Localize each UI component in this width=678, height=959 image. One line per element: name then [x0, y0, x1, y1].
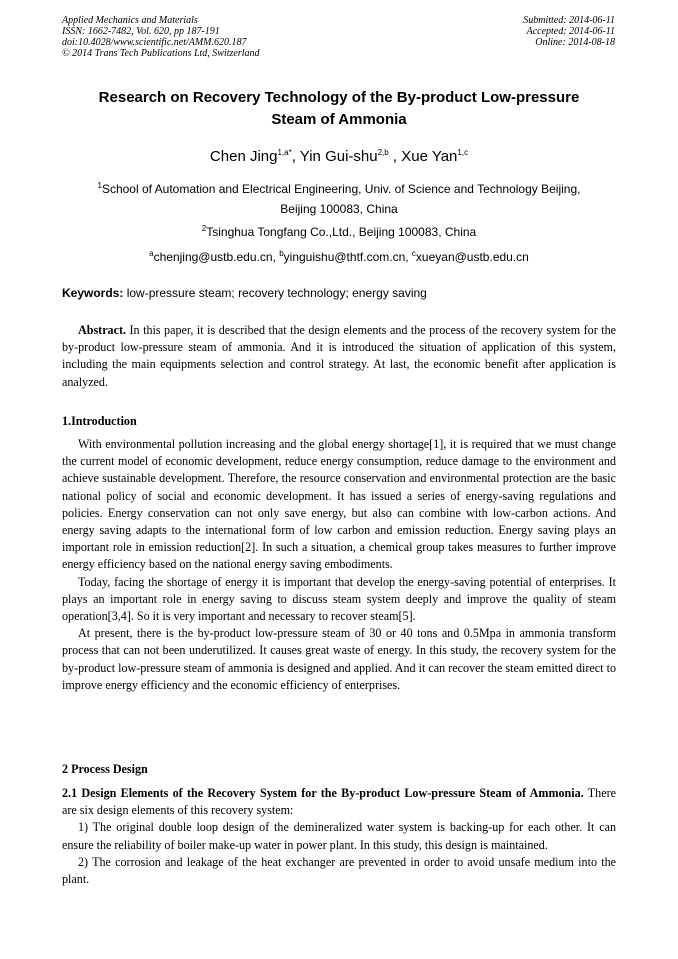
journal-name: Applied Mechanics and Materials: [62, 15, 198, 26]
section-heading: 2 Process Design: [62, 762, 148, 776]
author-sup: 1,c: [457, 148, 469, 157]
paragraph: At present, there is the by-product low-pressure steam of 30 or 40 tons and 0.5Mpa in ammonia transform process that can not been underutilized. It causes great waste of energy. In this study, the recovery system for the by-product low-pressure steam of ammonia is designed and applied. And it can recover the steam emitted direct to improve energy efficiency and the economic efficiency of enterprises.: [62, 626, 616, 692]
abstract-text: In this paper, it is described that the design elements and the process of the recovery system for the by-product low-pressure steam of ammonia. And it is introduced the situation of application of this system, including the main equipments selection and control strategy. At last, the economic benefit after application is analyzed.: [62, 323, 616, 389]
list-item: 2) The corrosion and leakage of the heat exchanger are prevented in order to avoid unsafe medium into the plant.: [62, 854, 616, 887]
affiliation-sup: 2: [201, 224, 207, 233]
subsection-heading: 2.1 Design Elements of the Recovery System for the By-product Low-pressure Steam of Ammonia.: [62, 786, 584, 800]
author-emails: [62, 244, 616, 267]
author-name: Yin Gui-shu: [299, 148, 378, 165]
process-design-body: [62, 785, 616, 888]
abstract-label: Abstract.: [78, 323, 127, 337]
journal-issn: ISSN: 1662-7482, Vol. 620, pp 187-191: [62, 26, 220, 37]
email-link[interactable]: yinguishu@thtf.com.cn: [283, 250, 406, 264]
abstract: [62, 322, 616, 391]
email-sup: a: [149, 249, 154, 258]
affiliation-1: [62, 176, 616, 219]
author-list: [62, 144, 616, 166]
email-sup: c: [411, 249, 416, 258]
paragraph: With environmental pollution increasing and the global energy shortage[1], it is required that we must change the current model of economic development, reduce energy consumption, reduce damage to the environment and achieve sustainable development. Therefore, the resource conservation and environmental protection are the basic national policy of social and economic development. It has issued a series of energy-saving regulations and policies. Energy conservation can not only save energy, but also can combine with low-carbon actions. And energy saving adapts to the international form of low carbon and emission reduction. Energy saving plays an important role in emission reduction[2]. In such a situation, a chemical group takes measures to further improve energy efficiency based on the national energy saving embodiments.: [62, 437, 616, 572]
keywords-label: Keywords:: [62, 286, 124, 300]
author-sup: 1,a*: [277, 148, 292, 157]
subsection-text: There are six design elements of this recovery system:: [62, 786, 616, 818]
affiliation-2: [62, 219, 616, 242]
email-sup: b: [279, 249, 284, 258]
submission-dates: [523, 15, 615, 48]
affiliation-line: School of Automation and Electrical Engineering, Univ. of Science and Technology Beijing,: [101, 182, 581, 196]
email-link[interactable]: xueyan@ustb.edu.cn: [415, 250, 529, 264]
affiliation-line: Beijing 100083, China: [280, 202, 398, 216]
list-item: 1) The original double loop design of the demineralized water system is backing-up for each other. It can ensure the reliability of boiler make-up water in power plant. In this study, this design is maintained.: [62, 820, 616, 852]
keywords: [62, 285, 616, 301]
journal-doi: doi:10.4028/www.scientific.net/AMM.620.187: [62, 37, 247, 48]
author-name: Chen Jing: [209, 148, 278, 165]
journal-copyright: © 2014 Trans Tech Publications Ltd, Switzerland: [62, 48, 260, 59]
affiliation-sup: 1: [97, 181, 102, 190]
paragraph: Today, facing the shortage of energy it is important that develop the energy-saving potential of enterprises. It plays an important role in energy saving to discuss steam system deeply and improve the quality of steam operation[3,4]. So it is very important and necessary to recover steam[5].: [62, 574, 616, 624]
section-introduction: [62, 413, 616, 430]
introduction-body: [62, 436, 616, 694]
author-sup: 2,b: [377, 148, 389, 157]
submitted-date: Submitted: 2014-06-11: [523, 15, 615, 26]
email-sep: ,: [272, 250, 280, 264]
title-line-2: Steam of Ammonia: [271, 111, 407, 128]
title-line-1: Research on Recovery Technology of the By-product Low-pressure: [98, 89, 580, 106]
affiliation-line: Tsinghua Tongfang Co.,Ltd., Beijing 100083, China: [206, 225, 477, 239]
author-sep: ,: [291, 148, 300, 165]
online-date: Online: 2014-08-18: [535, 37, 615, 48]
section-heading: 1.Introduction: [62, 414, 137, 428]
section-process-design: [62, 761, 616, 778]
email-sep: ,: [405, 250, 412, 264]
paper-title: [62, 87, 616, 131]
keywords-text: low-pressure steam; recovery technology; energy saving: [123, 286, 427, 300]
author-name: Xue Yan: [401, 148, 458, 165]
accepted-date: Accepted: 2014-06-11: [526, 26, 615, 37]
email-link[interactable]: chenjing@ustb.edu.cn: [153, 250, 273, 264]
author-sep: ,: [388, 148, 402, 165]
journal-info: [62, 15, 260, 59]
